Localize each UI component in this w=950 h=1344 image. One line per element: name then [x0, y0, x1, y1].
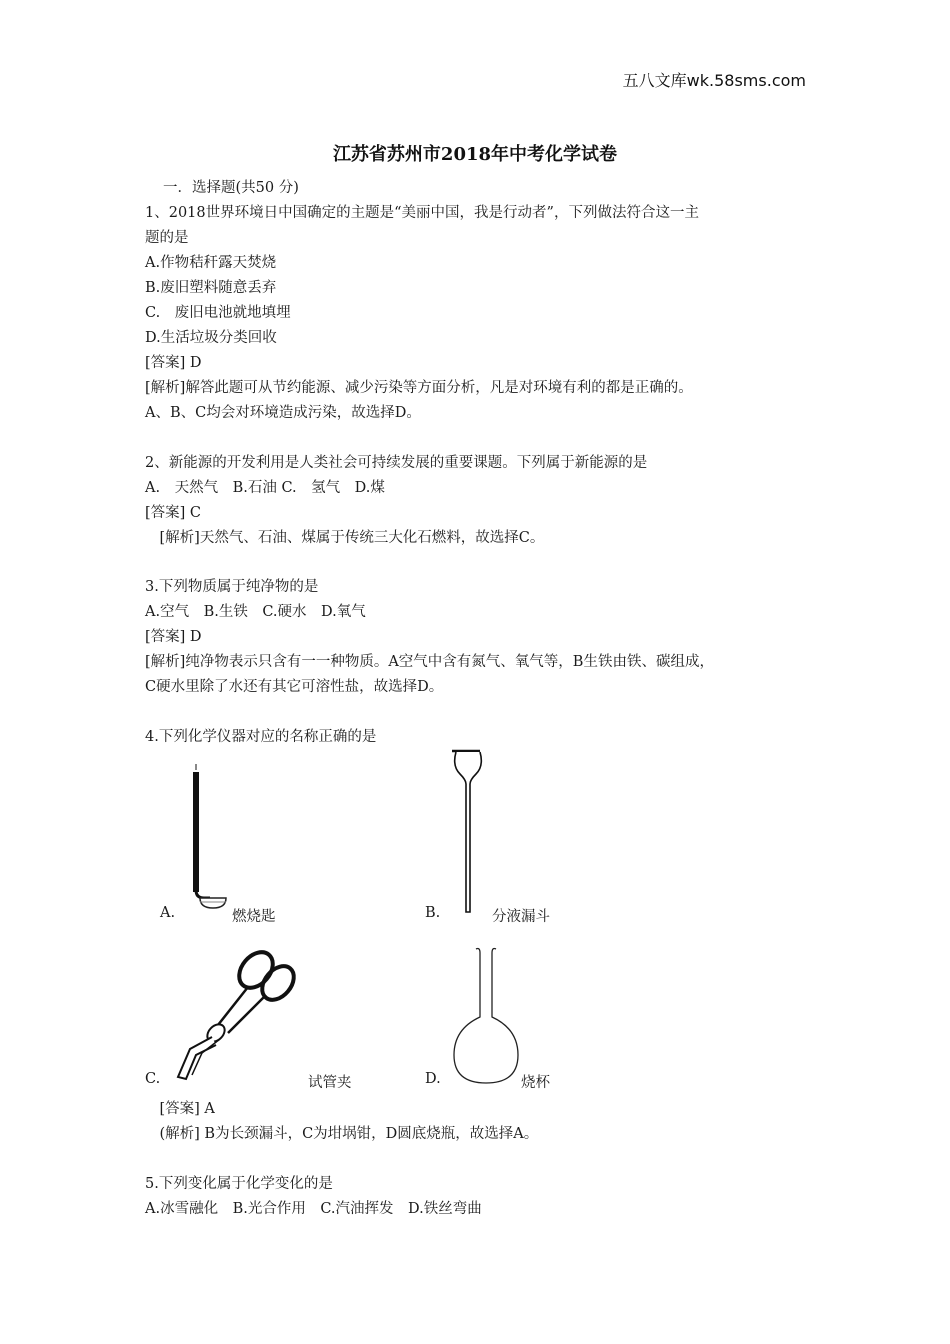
q2-options: A. 天然气 B.石油 C. 氢气 D.煤 — [145, 480, 385, 496]
q4-a-name: 燃烧匙 — [232, 909, 276, 925]
q3-options: A.空气 B.生铁 C.硬水 D.氧气 — [145, 604, 366, 620]
q4-c-name: 试管夹 — [308, 1075, 352, 1091]
q2-answer: [答案] C — [145, 505, 202, 521]
q4-d-name: 烧杯 — [521, 1075, 550, 1091]
combustion-spoon-icon — [180, 760, 240, 915]
round-bottom-flask-icon — [448, 945, 528, 1090]
q1-answer: [答案] D — [145, 355, 202, 371]
q5-stem: 5.下列变化属于化学变化的是 — [145, 1176, 333, 1192]
q1-option-d: D.生活垃圾分类回收 — [145, 330, 277, 346]
q4-analysis: (解析] B为长颈漏斗，C为坩埚钳，D圆底烧瓶，故选择A。 — [145, 1126, 539, 1142]
q4-a-letter: A. — [160, 905, 176, 921]
q3-stem: 3.下列物质属于纯净物的是 — [145, 579, 319, 595]
q1-option-a: A.作物秸秆露天焚烧 — [145, 255, 277, 271]
q4-answer: [答案] A — [145, 1101, 215, 1117]
q4-b-letter: B. — [425, 905, 441, 921]
q5-options: A.冰雪融化 B.光合作用 C.汽油挥发 D.铁丝弯曲 — [145, 1201, 482, 1217]
watermark: 五八文库wk.58sms.com — [622, 71, 806, 90]
page-title: 江苏省苏州市2018年中考化学试卷 — [332, 144, 618, 165]
q2-analysis: [解析]天然气、石油、煤属于传统三大化石燃料，故选择C。 — [145, 530, 545, 546]
q4-stem: 4.下列化学仪器对应的名称正确的是 — [145, 729, 377, 745]
separatory-funnel-icon — [448, 748, 488, 918]
q1-stem-2: 题的是 — [145, 230, 189, 246]
q1-option-b: B.废旧塑料随意丢弃 — [145, 280, 277, 296]
q3-analysis-1: [解析]纯净物表示只含有一一种物质。A空气中含有氮气、氧气等，B生铁由铁、碳组成， — [145, 654, 714, 670]
q1-stem-1: 1、2018世界环境日中国确定的主题是“美丽中国，我是行动者”，下列做法符合这一主 — [145, 205, 699, 221]
q2-stem: 2、新能源的开发利用是人类社会可持续发展的重要课题。下列属于新能源的是 — [145, 455, 648, 471]
q4-b-name: 分液漏斗 — [492, 909, 550, 925]
crucible-tongs-icon — [168, 945, 303, 1085]
q4-c-letter: C. — [145, 1071, 161, 1087]
q1-option-c: C. 废旧电池就地填埋 — [145, 305, 291, 321]
q1-analysis-2: A、B、C均会对环境造成污染，故选择D。 — [145, 405, 421, 421]
q4-d-letter: D. — [425, 1071, 441, 1087]
q3-analysis-2: C硬水里除了水还有其它可溶性盐，故选择D。 — [145, 679, 444, 695]
section-heading: 一．选择题(共50 分) — [163, 180, 299, 196]
q1-analysis-1: [解析]解答此题可从节约能源、减少污染等方面分析，凡是对环境有利的都是正确的。 — [145, 380, 693, 396]
q3-answer: [答案] D — [145, 629, 202, 645]
